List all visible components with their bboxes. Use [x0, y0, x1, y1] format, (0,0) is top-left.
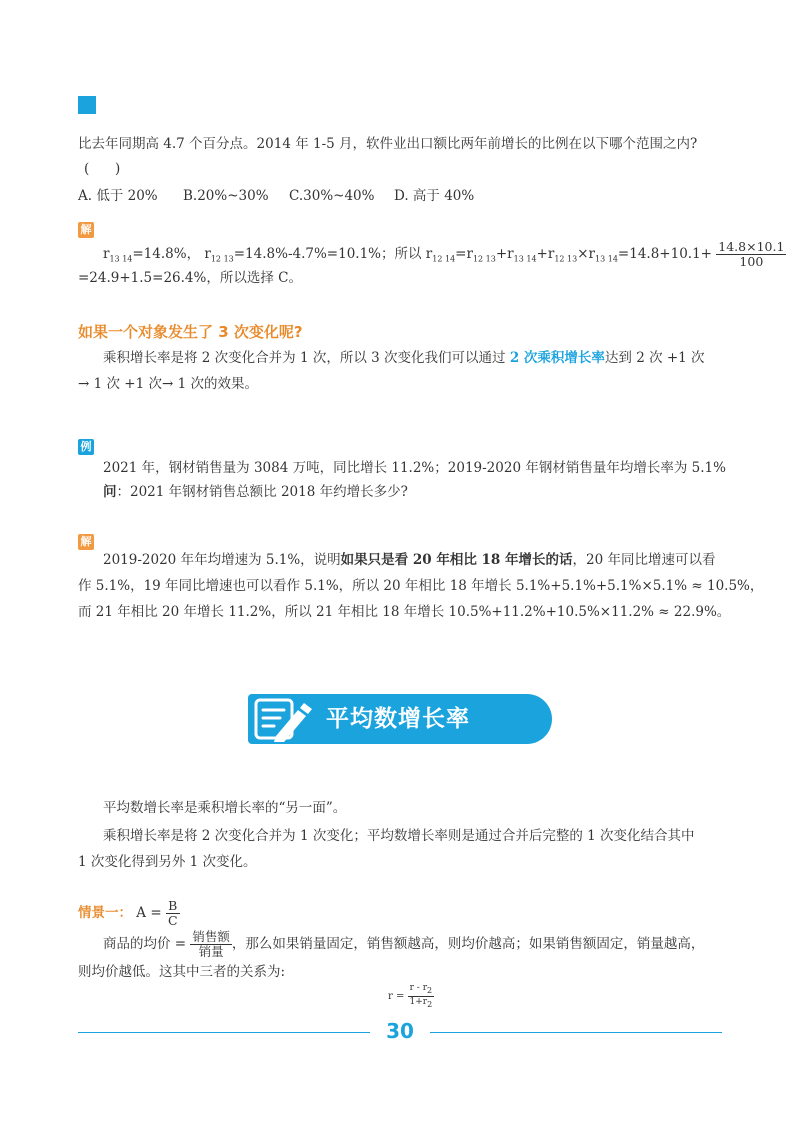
example-badge: 例	[78, 439, 94, 455]
paragraph-line: 平均数增长率是乘积增长率的“另一面”。	[103, 800, 347, 816]
solution-result: =24.9+1.5=26.4%，所以选择 C。	[78, 270, 302, 286]
option-a: A. 低于 20%	[78, 188, 158, 204]
paragraph-line: → 1 次 +1 次→ 1 次的效果。	[78, 376, 258, 392]
solution-badge: 解	[78, 534, 94, 550]
solution-formula-line: $r_{13 14}=14.8\%$， $r_{12 13}=14.8\%-4.7\%=10.1\%$；所以 $r_{12 14}=r_{12 13}+r_{13 14}+r_{12 13}\times r_{13 14}=14.8+10.1+$ $\frac{14.8\times 10.1}{100}$	[103, 239, 785, 269]
section-marker-square	[78, 96, 96, 114]
solution-fraction: $\frac{14.8\times 10.1}{100}$	[718, 239, 785, 269]
option-d: D. 高于 40%	[394, 188, 475, 204]
page-number: 30	[386, 1019, 414, 1043]
scenario-text: 商品的均价 = $\frac{\text{销售额}}{\text{销量}}$ ，那么如果销量固定，销售额越高，则均价越高；如果销售额固定，销量越高，	[103, 929, 705, 959]
paragraph-line: 1 次变化得到另外 1 次变化。	[78, 854, 257, 870]
section-heading: 如果一个对象发生了 3 次变化呢?	[78, 323, 303, 341]
footer-rule-left	[78, 1032, 370, 1033]
solution-line: 2019-2020 年年均增速为 5.1%，说明如果只是看 20 年相比 18 年增长的话，20 年同比增速可以看	[103, 552, 716, 568]
scenario-text: 则均价越低。这其中三者的关系为:	[78, 964, 286, 980]
section-banner	[248, 694, 552, 744]
question-text: 比去年同期高 4.7 个百分点。2014 年 1-5 月，软件业出口额比两年前增长的比例在以下哪个范围之内?	[78, 136, 698, 152]
scenario-label: 情景一：	[78, 905, 132, 921]
pencil-note-icon	[254, 698, 316, 742]
option-c: C.30%~40%	[289, 188, 375, 204]
banner-title: 平均数增长率	[326, 706, 470, 732]
highlight-term: 2 次乘积增长率	[509, 350, 605, 366]
example-question: 问：2021 年钢材销售总额比 2018 年约增长多少?	[103, 484, 408, 500]
option-b: B.20%~30%	[183, 188, 269, 204]
answer-parentheses: ( )	[84, 161, 121, 177]
solution-badge: 解	[78, 222, 94, 238]
solution-line: 作 5.1%，19 年同比增速也可以看作 5.1%，所以 20 年相比 18 年增长 5.1%+5.1%+5.1%×5.1% ≈ 10.5%，	[78, 578, 764, 594]
paragraph-line: 乘积增长率是将 2 次变化合并为 1 次，所以 3 次变化我们可以通过 2 次乘积增长率达到 2 次 +1 次	[103, 350, 705, 366]
example-text: 2021 年，钢材销售量为 3084 万吨，同比增长 11.2%；2019-2020 年钢材销售量年均增长率为 5.1%	[103, 460, 726, 476]
solution-line: 而 21 年相比 20 年增长 11.2%，所以 21 年相比 18 年增长 10.5%+11.2%+10.5%×11.2% ≈ 22.9%。	[78, 604, 731, 620]
footer-rule-right	[430, 1032, 722, 1033]
relation-formula: r = $\frac{r - r_2}{1+r_2}$	[388, 983, 433, 1009]
paragraph-line: 乘积增长率是将 2 次变化合并为 1 次变化；平均数增长率则是通过合并后完整的 1 次变化结合其中	[103, 828, 695, 844]
scenario-formula: 情景一： A = $\frac{B}{C}$	[78, 898, 178, 928]
